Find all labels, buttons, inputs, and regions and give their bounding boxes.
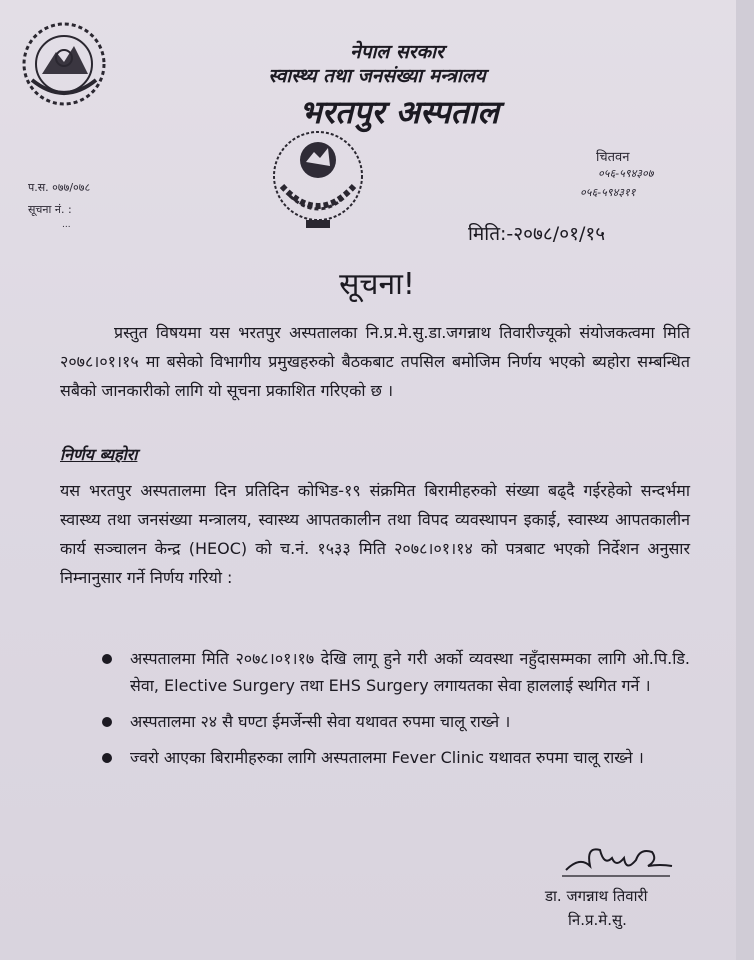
government-name: नेपाल सरकार <box>350 41 444 63</box>
notice-title: सूचना! <box>339 267 415 302</box>
notice-number-dots: ... <box>62 220 71 230</box>
list-item: अस्पतालमा २४ सै घण्टा ईमर्जेन्सी सेवा यथावत रुपमा चालू राख्ने । <box>100 708 690 735</box>
hospital-seal-icon <box>268 126 368 234</box>
notice-date: मिति:-२०७८/०१/१५ <box>468 223 606 245</box>
notice-number-label: सूचना नं. : <box>28 203 72 216</box>
list-item: अस्पतालमा मिति २०७८।०१।१७ देखि लागू हुने गरी अर्को व्यवस्था नहुँदासम्मका लागि ओ.पि.डि. सेवा, Elective Surgery तथा EHS Surgery लगायतका सेवा हाललाई स्थगित गर्ने । <box>100 645 690 699</box>
decision-list <box>100 645 690 780</box>
signatory-designation: नि.प्र.मे.सु. <box>568 911 627 929</box>
page-edge <box>736 0 754 960</box>
city-name: चितवन <box>596 150 630 165</box>
phone-number-1: ०५६-५९४३०७ <box>598 167 654 180</box>
decision-heading: निर्णय ब्यहोरा <box>60 445 138 464</box>
phone-number-2: ०५६-५९४३११ <box>580 186 636 199</box>
hospital-name: भरतपुर अस्पताल <box>299 93 499 131</box>
decision-paragraph: यस भरतपुर अस्पतालमा दिन प्रतिदिन कोभिड-१९ संक्रमित बिरामीहरुको संख्या बढ्दै गईरहेको सन्दर्भमा स्वास्थ्य तथा जनसंख्या मन्त्रालय, स्वास्थ्य आपतकालीन तथा विपद व्यवस्थापन इकाई, स्वास्थ्य आपतकालीन कार्य सञ्चालन केन्द्र (HEOC) को च.नं. १५३३ मिति २०७८।०१।१४ को पत्रबाट भएको निर्देशन अनुसार निम्नानुसार गर्ने निर्णय गरियो : <box>60 481 690 587</box>
intro-paragraph: प्रस्तुत विषयमा यस भरतपुर अस्पतालका नि.प्र.मे.सु.डा.जगन्नाथ तिवारीज्यूको संयोजकत्वमा मिति २०७८।०१।१५ मा बसेको विभागीय प्रमुखहरुको बैठकबाट तपसिल बमोजिम निर्णय भएको ब्यहोरा सम्बन्धित सबैको जानकारीको लागि यो सूचना प्रकाशित गरिएको छ । <box>60 323 690 400</box>
list-item: ज्वरो आएका बिरामीहरुका लागि अस्पतालमा Fever Clinic यथावत रुपमा चालू राख्ने । <box>100 744 690 771</box>
reference-number: प.स. ०७७/०७८ <box>28 181 91 194</box>
signatory-name: डा. जगन्नाथ तिवारी <box>545 887 648 905</box>
ministry-name: स्वास्थ्य तथा जनसंख्या मन्त्रालय <box>268 65 486 87</box>
signature-icon <box>560 836 680 880</box>
